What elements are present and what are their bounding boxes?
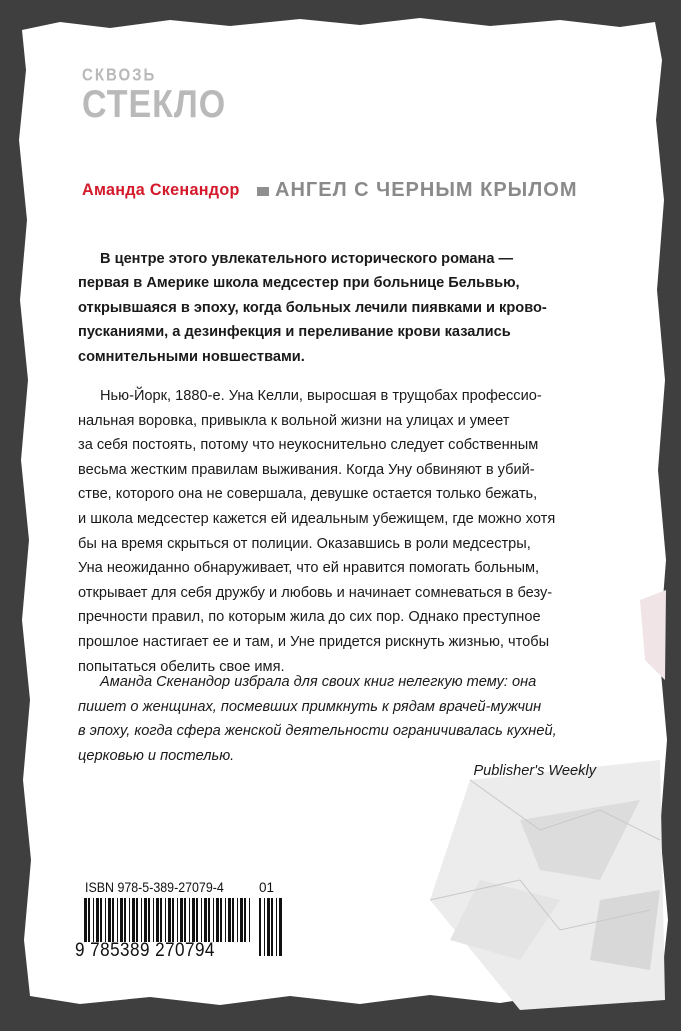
synopsis-line: Нью-Йорк, 1880-е. Уна Келли, выросшая в трущобах профессио- bbox=[100, 388, 542, 404]
synopsis-line: открывает для себя дружбу и любовь и начинает сомневаться в безу- bbox=[78, 584, 553, 601]
synopsis-line: бы на время скрыться от полиции. Оказавшись в роли медсестры, bbox=[78, 535, 531, 552]
quote-line: в эпоху, когда сфера женской деятельности ограничивалась кухней, bbox=[78, 723, 557, 740]
quote-line: Аманда Скенандор избрала для своих книг нелегкую тему: она bbox=[100, 674, 537, 690]
synopsis-line: стве, которого она не совершала, девушке остается только бежать, bbox=[78, 486, 538, 503]
lead-line: сомнительными новшествами. bbox=[78, 348, 305, 365]
review-quote bbox=[78, 670, 598, 768]
isbn-label: ISBN 978-5-389-27079-4 bbox=[85, 880, 224, 895]
synopsis-line: нальная воровка, привыкла к вольной жизни на улицах и умеет bbox=[78, 412, 510, 429]
synopsis-line: попытаться обелить свое имя. bbox=[78, 658, 285, 675]
synopsis-line: Уна неожиданно обнаруживает, что ей нравится помогать больным, bbox=[78, 560, 540, 577]
synopsis-line: прошлое настигает ее и там, и Уне придется рискнуть жизнью, чтобы bbox=[78, 633, 550, 650]
barcode-addon-bars bbox=[258, 898, 282, 956]
barcode bbox=[75, 880, 297, 970]
series-name-top: СКВОЗЬ bbox=[82, 65, 157, 86]
synopsis-line: весьма жестким правилам выживания. Когда Уну обвиняют в убий- bbox=[78, 461, 535, 478]
synopsis-paragraph bbox=[78, 384, 598, 679]
synopsis-line: за себя постоять, потому что неукоснительно следует собственным bbox=[78, 437, 539, 454]
quote-source: Publisher's Weekly bbox=[473, 763, 596, 779]
quote-line: церковью и постелью. bbox=[78, 747, 235, 764]
lead-line: открывшаяся в эпоху, когда больных лечили пиявками и крово- bbox=[78, 299, 547, 316]
barcode-addon-number: 01 bbox=[259, 880, 275, 895]
synopsis-line: и школа медсестер кажется ей идеальным убежищем, где можно хотя bbox=[78, 510, 556, 527]
barcode-digits: 9 785389 270794 bbox=[75, 940, 215, 961]
author-name: Аманда Скенандор bbox=[82, 180, 240, 199]
series-logo bbox=[82, 65, 227, 127]
quote-line: пишет о женщинах, посмевших примкнуть к рядам врачей-мужчин bbox=[78, 698, 542, 715]
lead-line: В центре этого увлекательного исторического романа — bbox=[100, 251, 514, 267]
lead-line: первая в Америке школа медсестер при больнице Бельвью, bbox=[78, 275, 520, 292]
separator-mark bbox=[257, 187, 269, 196]
author-title-line bbox=[82, 180, 602, 210]
lead-line: пусканиями, а дезинфекция и переливание крови казались bbox=[78, 324, 511, 341]
barcode-bars bbox=[83, 898, 253, 942]
series-name-bottom: СТЕКЛО bbox=[82, 82, 227, 127]
book-title: АНГЕЛ С ЧЕРНЫМ КРЫЛОМ bbox=[275, 179, 578, 201]
synopsis-line: пречности правил, по которым жила до сих пор. Однако преступное bbox=[78, 609, 541, 626]
lead-paragraph bbox=[78, 247, 598, 369]
